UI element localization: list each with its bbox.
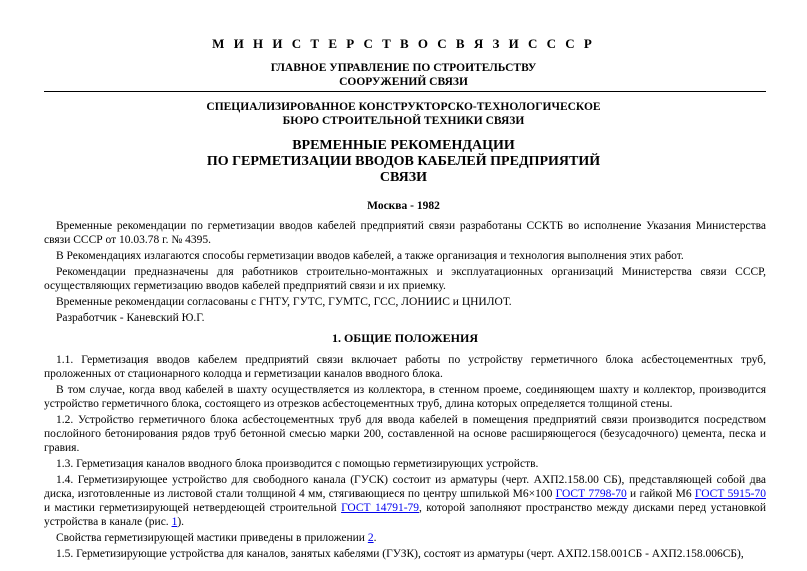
- text-span: , которой заполняют пространство между дисками перед установкой устройства в канале (рис.: [44, 502, 766, 528]
- title-line-3: СВЯЗИ: [379, 170, 428, 185]
- header-divider: [44, 91, 766, 92]
- city-year: Москва - 1982: [367, 200, 440, 212]
- intro-paragraph: В Рекомендациях излагаются способы герметизации вводов кабелей, а также организация и технология выполнения этих работ.: [56, 250, 684, 262]
- gost-7798-link[interactable]: ГОСТ 7798-70: [555, 488, 627, 500]
- intro-paragraph: Разработчик - Каневский Ю.Г.: [56, 312, 205, 324]
- intro-paragraph: Временные рекомендации согласованы с ГНТУ, ГУТС, ГУМТС, ГСС, ЛОНИИС и ЦНИЛОТ.: [56, 296, 512, 308]
- bureau-line-1: СПЕЦИАЛИЗИРОВАННОЕ КОНСТРУКТОРСКО-ТЕХНОЛОГИЧЕСКОЕ: [206, 101, 601, 113]
- paragraph-1-3: 1.3. Герметизация каналов вводного блока производится с помощью герметизирующих устройств.: [56, 458, 539, 470]
- paragraph-1-1-cont: В том случае, когда ввод кабелей в шахту осуществляется из коллектора, в стенном проеме, соединяющем шахту и коллектор, производится устройство герметичного блока, состоящего из отрезков асбестоцементных труб, длина которых определяется толщиной стены.: [44, 384, 766, 410]
- bureau-line-2: БЮРО СТРОИТЕЛЬНОЙ ТЕХНИКИ СВЯЗИ: [282, 115, 525, 127]
- appendix-2-link[interactable]: 2: [367, 532, 374, 544]
- document-title: [0, 138, 807, 186]
- text-span: Свойства герметизирующей мастики приведены в приложении: [56, 532, 368, 544]
- department-line-1: ГЛАВНОЕ УПРАВЛЕНИЕ ПО СТРОИТЕЛЬСТВУ: [270, 62, 537, 74]
- text-span: и гайкой М6: [626, 488, 695, 500]
- text-span: .: [373, 532, 377, 544]
- gost-5915-link[interactable]: ГОСТ 5915-70: [694, 488, 766, 500]
- intro-paragraph: Временные рекомендации по герметизации вводов кабелей предприятий связи разработаны ССКТБ во исполнение Указания Министерства связи СССР от 10.03.78 г. № 4395.: [44, 220, 766, 246]
- title-line-1: ВРЕМЕННЫЕ РЕКОМЕНДАЦИИ: [292, 138, 515, 153]
- text-span: и мастики герметизирующей нетвердеющей строительной: [44, 502, 342, 514]
- mastic-properties-paragraph: [44, 531, 766, 545]
- gost-14791-link[interactable]: ГОСТ 14791-79: [341, 502, 420, 514]
- ministry-name: М И Н И С Т Е Р С Т В О С В Я З И С С С Р: [212, 36, 595, 51]
- department-line-2: СООРУЖЕНИЙ СВЯЗИ: [339, 76, 468, 88]
- figure-1-link[interactable]: 1: [171, 516, 178, 528]
- section-heading: 1. ОБЩИЕ ПОЛОЖЕНИЯ: [331, 331, 479, 345]
- bureau-name: [0, 100, 807, 128]
- document-body: [44, 219, 766, 563]
- intro-paragraph: Рекомендации предназначены для работников строительно-монтажных и эксплуатационных организаций Министерства связи СССР, осуществляющих герметизацию вводов кабелей предприятий связи и их приемку.: [44, 266, 766, 292]
- paragraph-1-5: 1.5. Герметизирующие устройства для каналов, занятых кабелями (ГУЗК), состоят из арматуры (черт. АХП2.158.001СБ - АХП2.158.006СБ),: [56, 548, 744, 560]
- department-name: [0, 61, 807, 89]
- text-span: ).: [177, 516, 185, 528]
- paragraph-1-1: 1.1. Герметизация вводов кабелем предприятий связи включает работы по устройству герметичного блока асбестоцементных труб, проложенных от стационарного колодца и герметизации каналов вводного блока.: [44, 354, 766, 380]
- paragraph-1-4: [44, 473, 766, 529]
- title-line-2: ПО ГЕРМЕТИЗАЦИИ ВВОДОВ КАБЕЛЕЙ ПРЕДПРИЯТИЙ: [206, 154, 601, 169]
- paragraph-1-2: 1.2. Устройство герметичного блока асбестоцементных труб для ввода кабелей в помещения предприятий связи производится посредством послойного бетонирования рядов труб бетонной смесью марки 200, составленной на основе расширяющегося (безусадочного) цемента, песка и гравия.: [44, 414, 766, 454]
- text-span: 1.4. Герметизирующее устройство для свободного канала (ГУСК) состоит из арматуры (черт. АХП2.158.00 СБ), представляющей собой два диска, изготовленные из листовой стали толщиной 4 мм, стягивающиеся по центру шпилькой М6×100: [44, 474, 766, 500]
